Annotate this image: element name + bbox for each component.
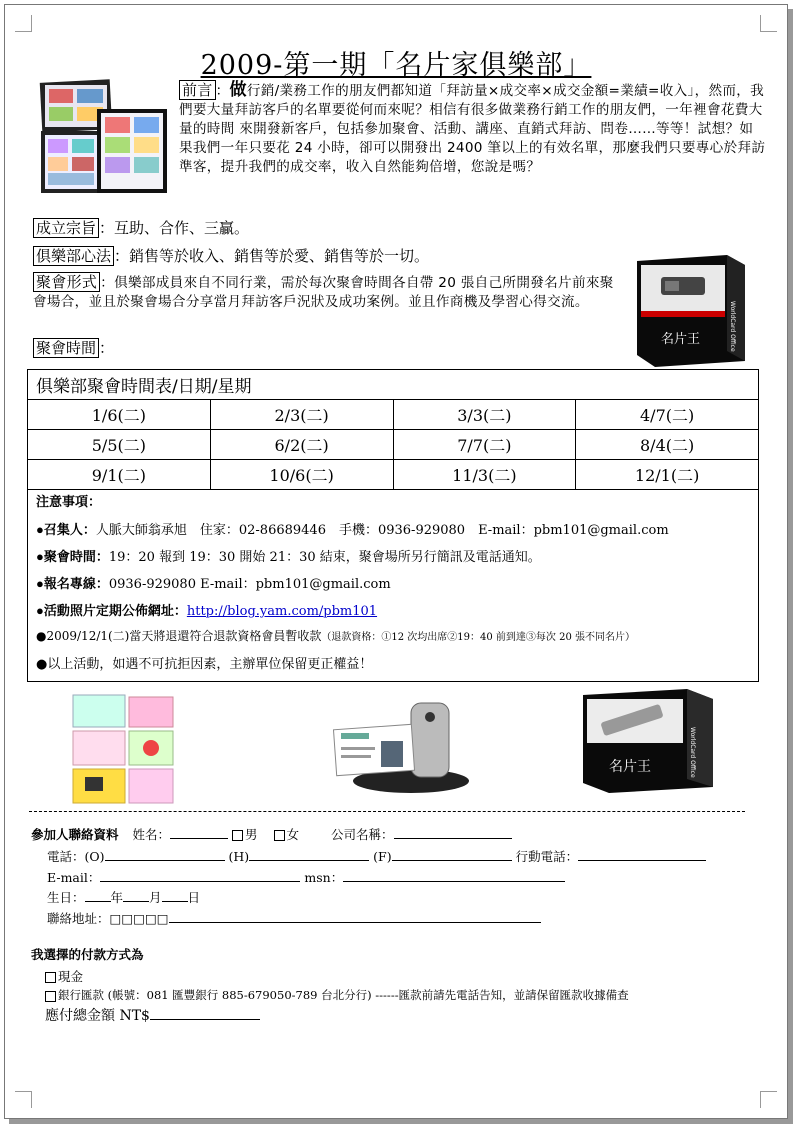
msn-label: msn： — [304, 870, 344, 885]
page-title: 2009-第一期「名片家俱樂部」 — [200, 50, 592, 81]
bank-label: 銀行匯款 (帳號：081 匯豐銀行 885-679050-789 台北分行) ------匯款前請先電話告知，並請保留匯款收據備查 — [58, 988, 629, 1002]
note-refund — [36, 627, 635, 644]
male-label: 男 — [245, 827, 258, 842]
form-row-address — [47, 909, 541, 927]
bank-checkbox[interactable] — [45, 991, 56, 1002]
birth-month-field[interactable] — [123, 889, 149, 902]
meeting-time-label: 聚會時間 — [33, 338, 99, 358]
crop-mark — [15, 15, 32, 32]
table-cell: 7/7(二) — [393, 430, 576, 459]
form-row-email — [47, 868, 565, 886]
total-field[interactable] — [150, 1007, 260, 1020]
birthday-label: 生日： — [47, 890, 85, 905]
notes-title: 注意事項： — [36, 494, 102, 509]
note-time — [36, 546, 541, 565]
intro-lead: 做 — [229, 80, 247, 100]
form-heading: 參加人聯絡資料 — [31, 828, 119, 842]
phone-f-label: (F) — [373, 849, 392, 864]
address-label: 聯絡地址： — [47, 911, 110, 926]
birth-day-field[interactable] — [162, 889, 188, 902]
method-line — [33, 245, 429, 266]
payment-total — [45, 1005, 260, 1025]
table-cell: 2/3(二) — [210, 400, 393, 429]
product-sub-top: WorldCard Office — [729, 301, 736, 352]
note-rights: ●以上活動，如遇不可抗拒因素，主辦單位保留更正權益！ — [36, 657, 373, 672]
meeting-time-line — [33, 337, 114, 358]
business-card-binder-image — [39, 79, 169, 197]
company-field[interactable] — [394, 826, 512, 839]
crop-mark — [760, 1091, 777, 1108]
photos-link[interactable]: http://blog.yam.com/pbm101 — [186, 604, 378, 619]
female-label: 女 — [286, 827, 300, 842]
msn-field[interactable] — [343, 869, 565, 882]
method-text: ：銷售等於收入、銷售等於愛、銷售等於一切。 — [114, 247, 430, 265]
table-cell: 4/7(二) — [575, 400, 758, 429]
table-cell: 8/4(二) — [575, 430, 758, 459]
name-label: 姓名： — [132, 827, 171, 842]
phone-f-field[interactable] — [392, 848, 512, 861]
table-row — [28, 429, 758, 459]
mobile-label: 行動電話： — [515, 849, 579, 864]
note-signup-label: ●報名專線： — [36, 576, 109, 591]
product-name-top: 名片王 — [661, 332, 701, 347]
phone-o-label: 電話：(O) — [47, 849, 105, 864]
mobile-field[interactable] — [578, 848, 706, 861]
name-field[interactable] — [170, 826, 228, 839]
intro-label: 前言 — [179, 80, 216, 100]
product-name-bottom: 名片王 — [609, 759, 651, 775]
cash-label: 現金 — [58, 969, 84, 984]
female-checkbox[interactable] — [274, 830, 285, 841]
note-photos — [36, 600, 377, 619]
crop-mark — [15, 1091, 32, 1108]
note-time-label: ●聚會時間： — [36, 549, 109, 564]
format-paragraph — [33, 273, 621, 312]
method-label: 俱樂部心法 — [33, 246, 114, 266]
note-time-text: 19：20 報到 19：30 開始 21：30 結束，聚會場所另行簡訊及電話通知。 — [108, 550, 541, 565]
table-cell: 10/6(二) — [210, 460, 393, 489]
year-label: 年 — [110, 890, 124, 905]
address-field[interactable] — [169, 910, 541, 923]
cut-line — [29, 811, 745, 812]
note-convener-label: ●召集人： — [36, 522, 96, 537]
email-field[interactable] — [100, 869, 300, 882]
form-row-birthday — [47, 888, 200, 906]
email-label: E-mail： — [47, 870, 101, 885]
note-signup-text: 0936-929080 E-mail：pbm101@gmail.com — [108, 577, 391, 592]
table-cell: 6/2(二) — [210, 430, 393, 459]
table-row — [28, 399, 758, 429]
address-postal-boxes[interactable]: □□□□□ — [109, 911, 169, 926]
format-text: ：俱樂部成員來自不同行業，需於每次聚會時間各自帶 20 張自己所開發名片前來聚會場合，並且於聚會場合分享當月拜訪客戶況狀及成功案例。並且作商機及學習心得交流。 — [33, 275, 614, 310]
note-refund-main: ●2009/12/1(二)當天將退還符合退款資格會員暫收款 — [36, 629, 322, 643]
cash-checkbox[interactable] — [45, 972, 56, 983]
worldcard-product-box-image — [579, 687, 719, 795]
table-cell: 9/1(二) — [91, 466, 146, 485]
table-cell: 12/1(二) — [575, 460, 758, 489]
month-label: 月 — [149, 890, 162, 905]
table-cell: 1/6(二) — [91, 406, 146, 425]
table-cell: 5/5(二) — [91, 436, 146, 455]
meeting-time-text: ： — [99, 339, 115, 357]
crop-mark — [760, 15, 777, 32]
payment-cash-option — [45, 967, 83, 985]
sample-business-cards-image — [71, 693, 175, 805]
phone-h-label: (H) — [228, 849, 250, 864]
document-page — [4, 4, 788, 1119]
notes-box — [27, 485, 759, 682]
mission-label: 成立宗旨 — [33, 218, 99, 238]
note-signup — [36, 573, 391, 592]
day-label: 日 — [187, 890, 201, 905]
form-row-phone — [47, 847, 706, 865]
product-sub-bottom: WorldCard Office — [689, 727, 696, 778]
phone-o-field[interactable] — [105, 848, 225, 861]
note-convener-text: 人脈大師翁承旭 住家：02-86689446 手機：0936-929080 E-mail：pbm101@gmail.com — [95, 523, 669, 538]
table-cell: 11/3(二) — [393, 460, 576, 489]
schedule-table — [27, 369, 759, 490]
payment-bank-option — [45, 987, 629, 1003]
company-label: 公司名稱： — [331, 827, 394, 842]
intro-text: 行銷/業務工作的朋友們都知道「拜訪量×成交率×成交金額=業績=收入」，然而，我們要大量拜訪客戶的名單要從何而來呢？相信有很多做業務行銷工作的朋友們，一年裡會花費大量的時間 來開發新客戶，包括參加聚會、活動、講座、直銷式拜訪、問卷……等等！試想？如果我們一年只要花 24 小時，卻可以開發出 2400 筆以上的有效名單，那麼我們只要專心於拜訪準客，提升我們的成交率，收入自然能夠倍增，您說是嗎？ — [179, 83, 766, 175]
form-row-name — [31, 825, 512, 843]
note-refund-cond: （退款資格：①12 次均出席②19：40 前到達③每次 20 張不同名片） — [321, 632, 635, 643]
format-label: 聚會形式 — [33, 272, 100, 292]
phone-h-field[interactable] — [249, 848, 369, 861]
birth-year-field[interactable] — [85, 889, 111, 902]
intro-paragraph: 前言 ：做行銷/業務工作的朋友們都知道「拜訪量×成交率×成交金額=業績=收入」，然而，我們要大量拜訪客戶的名單要從何而來呢？相信有很多做業務行銷工作的朋友們，一年裡會花費大量的時間 來開發新客戶，包括參加聚會、活動、講座、直銷式拜訪、問卷……等等！試想？如果我們一年只要花 24 小時，卻可以開發出 2400 筆以上的有效名單，那麼我們只要專心於拜訪準客，提升我們的成交率，收入自然能夠倍增，您說是嗎？ — [179, 80, 766, 175]
note-convener — [36, 519, 669, 538]
male-checkbox[interactable] — [232, 830, 243, 841]
mission-text: ：互助、合作、三贏。 — [99, 219, 250, 237]
worldcard-product-box-image — [631, 251, 751, 369]
table-cell: 3/3(二) — [393, 400, 576, 429]
payment-heading: 我選擇的付款方式為 — [31, 948, 144, 962]
note-photos-label: ●活動照片定期公佈網址： — [36, 603, 187, 618]
card-scanner-image — [331, 697, 471, 797]
mission-line — [33, 217, 249, 238]
schedule-header: 俱樂部聚會時間表/日期/星期 — [36, 377, 252, 397]
total-label: 應付總金額 NT$ — [45, 1008, 150, 1024]
